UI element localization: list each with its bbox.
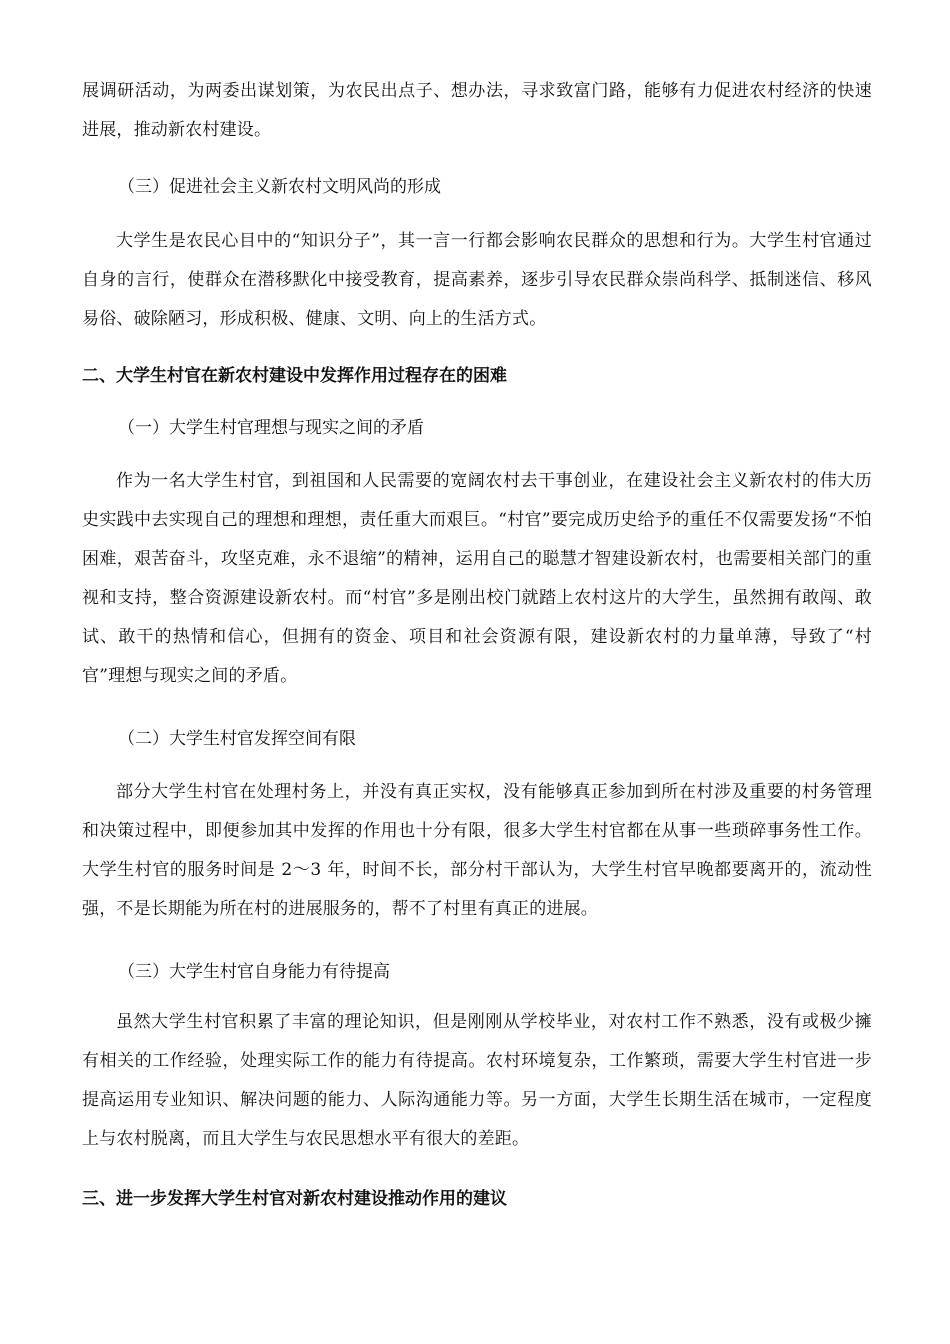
paragraph-1-3: 大学生是农民心目中的“知识分子”，其一言一行都会影响农民群众的思想和行为。大学生村官通过自身的言行，使群众在潜移默化中接受教育，提高素养，逐步引导农民群众崇尚科学、抵制迷信、移风易俗、破除陋习，形成积极、健康、文明、向上的生活方式。 bbox=[82, 231, 872, 329]
paragraph-2-3: 虽然大学生村官积累了丰富的理论知识，但是刚刚从学校毕业，对农村工作不熟悉，没有或极少擁有相关的工作经验，处理实际工作的能力有待提高。农村环境复杂，工作繁琐，需要大学生村官进一步提高运用专业知识、解决问题的能力、人际沟通能力等。另一方面，大学生长期生活在城市，一定程度上与农村脱离，而且大学生与农民思想水平有很大的差距。 bbox=[82, 1012, 872, 1149]
subheading-2-3: （三）大学生村官自身能力有待提高 bbox=[118, 962, 390, 982]
paragraph-continued: 展调研活动，为两委出谋划策，为农民出点子、想办法，寻求致富门路，能够有力促进农村经济的快速进展，推动新农村建设。 bbox=[82, 81, 872, 140]
subheading-2-1: （一）大学生村官理想与现实之间的矛盾 bbox=[118, 418, 424, 438]
subheading-2-2: （二）大学生村官发挥空间有限 bbox=[118, 729, 356, 749]
paragraph-2-1: 作为一名大学生村官，到祖国和人民需要的宽阔农村去干事创业，在建设社会主义新农村的伟大历史实践中去实现自己的理想和理想，责任重大而艰巨。“村官”要完成历史给予的重任不仅需要发扬“不怕困难，艰苦奋斗，攻坚克难，永不退缩”的精神，运用自己的聪慧才智建设新农村，也需要相关部门的重视和支持，整合资源建设新农村。而“村官”多是刚出校门就踏上农村这片的大学生，虽然拥有敢闯、敢试、敢干的热情和信心，但拥有的资金、项目和社会资源有限，建设新农村的力量单薄，导致了“村官”理想与现实之间的矛盾。 bbox=[82, 471, 872, 686]
paragraph-2-2: 部分大学生村官在处理村务上，并没有真正实权，没有能够真正参加到所在村涉及重要的村务管理和决策过程中，即便参加其中发挥的作用也十分有限，很多大学生村官都在从事一些琐碎事务性工作。大学生村官的服务时间是 2～3 年，时间不长，部分村干部认为，大学生村官早晚都要离开的，流动性强，不是长期能为所在村的进展服务的，帮不了村里有真正的进展。 bbox=[82, 782, 872, 919]
section-heading-3: 三、进一步发挥大学生村官对新农村建设推动作用的建议 bbox=[82, 1189, 507, 1209]
subheading-1-3: （三）促进社会主义新农村文明风尚的形成 bbox=[118, 177, 441, 197]
section-heading-2: 二、大学生村官在新农村建设中发挥作用过程存在的困难 bbox=[82, 366, 507, 386]
